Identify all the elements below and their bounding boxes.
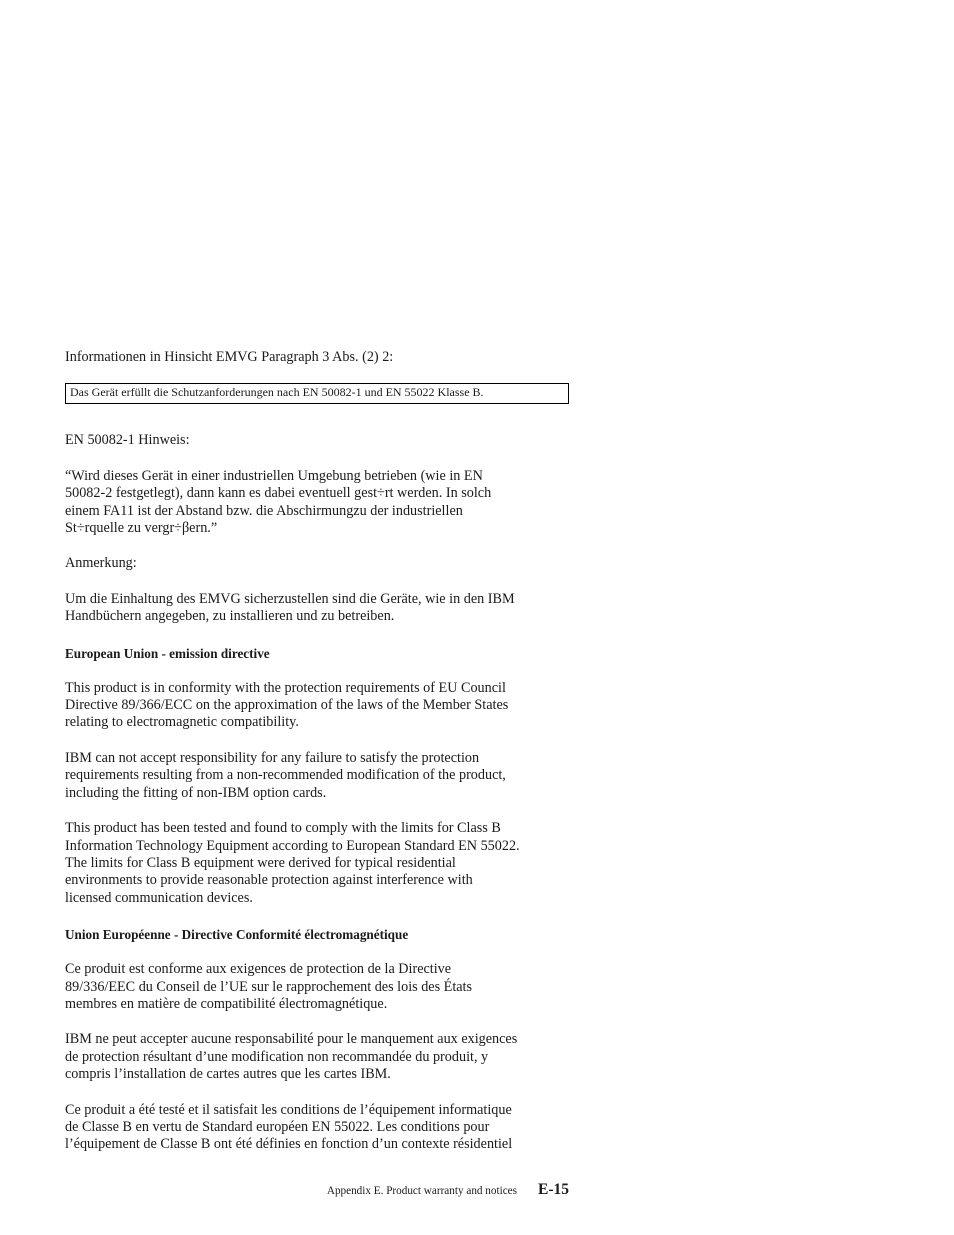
line: environments to provide reasonable protection against interference with [65,872,473,889]
line: requirements resulting from a non-recommended modification of the product, [65,767,506,784]
classe-b-test-text [65,1102,575,1154]
line: relating to electromagnetic compatibility. [65,714,299,731]
ue-directive-heading: Union Européenne - Directive Conformité électromagnétique [65,927,409,943]
ibm-responsibility-text [65,750,575,802]
footer-section-title: Appendix E. Product warranty and notices [326,1185,517,1197]
line: membres en matière de compatibilité électromagnétique. [65,995,388,1012]
line: 50082-2 festgetlegt), dann kann es dabei eventuell gest÷rt werden. In solch [65,485,492,502]
line: “Wird dieses Gerät in einer industriellen Umgebung betrieben (wie in EN [65,467,483,484]
line: The limits for Class B equipment were derived for typical residential [65,854,456,871]
line: licensed communication devices. [65,889,253,906]
line: St÷rquelle zu vergr÷βern.” [65,520,218,537]
line: de protection résultant d’une modification non recommandée du produit, y [65,1048,489,1065]
line: einem FA11 ist der Abstand bzw. die Abschirmungzu der industriellen [65,502,463,519]
anmerkung-text [65,591,575,626]
line: compris l’installation de cartes autres que les cartes IBM. [65,1066,391,1083]
document-body [65,349,575,1154]
emvg-intro: Informationen in Hinsicht EMVG Paragraph 3 Abs. (2) 2: [65,349,394,365]
line: IBM ne peut accepter aucune responsabilité pour le manquement aux exigences [65,1031,518,1048]
line: IBM can not accept responsibility for any failure to satisfy the protection [65,749,480,766]
line: Um die Einhaltung des EMVG sicherzustellen sind die Geräte, wie in den IBM [65,590,515,607]
line: Handbüchern angegeben, zu installieren und zu betreiben. [65,608,395,625]
hinweis-label: EN 50082-1 Hinweis: [65,432,190,449]
line: 89/336/EEC du Conseil de l’UE sur le rapprochement des lois des États [65,978,473,995]
page-footer [327,1181,569,1199]
compliance-box: Das Gerät erfüllt die Schutzanforderungen nach EN 50082-1 und EN 55022 Klasse B. [65,383,569,404]
class-b-test-text [65,820,575,907]
hinweis-quote [65,468,575,538]
line: including the fitting of non-IBM option cards. [65,784,327,801]
line: Ce produit a été testé et il satisfait les conditions de l’équipement informatique [65,1101,512,1118]
line: de Classe B en vertu de Standard européen EN 55022. Les conditions pour [65,1118,490,1135]
line: This product has been tested and found to comply with the limits for Class B [65,820,501,837]
line: l’équipement de Classe B ont été définies en fonction d’un contexte résidentiel [65,1136,513,1153]
eu-conformity-text [65,680,575,732]
line: This product is in conformity with the protection requirements of EU Council [65,679,506,696]
ue-conformity-text [65,961,575,1013]
ibm-responsabilite-text [65,1031,575,1083]
eu-emission-heading: European Union - emission directive [65,645,270,661]
page-number: E-15 [538,1181,569,1198]
anmerkung-label: Anmerkung: [65,555,137,572]
line: Information Technology Equipment according to European Standard EN 55022. [65,837,520,854]
line: Directive 89/366/ECC on the approximation of the laws of the Member States [65,697,509,714]
line: Ce produit est conforme aux exigences de protection de la Directive [65,961,452,978]
